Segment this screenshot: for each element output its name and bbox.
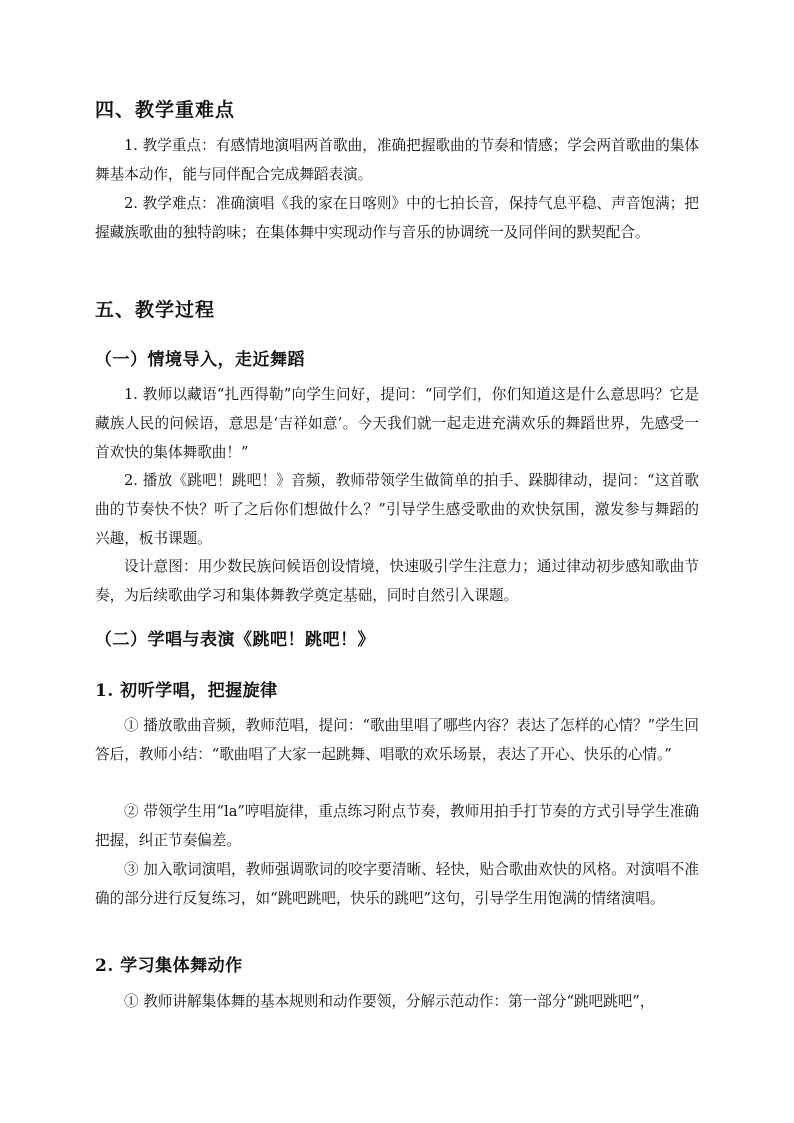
sub-1-paragraph-2: ② 带领学生用“la”哼唱旋律，重点练习附点节奏，教师用拍手打节奏的方式引导学生准确把握，纠正节奏偏差。 (95, 803, 699, 849)
sub-1-paragraph-3: ③ 加入歌词演唱，教师强调歌词的咬字要清晰、轻快，贴合歌曲欢快的风格。对演唱不准确的部分进行反复练习，如“跳吧跳吧，快乐的跳吧”这句，引导学生用饱满的情绪演唱。 (95, 861, 699, 907)
part-1-heading: （一）情境导入，走近舞蹈 (95, 350, 305, 370)
sub-1-paragraph-1: ① 播放歌曲音频，教师范唱，提问：“歌曲里唱了哪些内容？表达了怎样的心情？”学生回答后，教师小结：“歌曲唱了大家一起跳舞、唱歌的欢乐场景，表达了开心、快乐的心情。” (95, 717, 699, 763)
sub-2-paragraph-1: ① 教师讲解集体舞的基本规则和动作要领，分解示范动作：第一部分“跳吧跳吧”， (124, 993, 655, 1010)
part-1-paragraph-1: 1. 教师以藏语“扎西得勒”向学生问好，提问：“同学们，你们知道这是什么意思吗？它是藏族人民的问候语，意思是‘吉祥如意’。今天我们就一起走进充满欢乐的舞蹈世界，先感受一首欢快的集体舞歌曲！” (95, 386, 699, 461)
part-2-heading: （二）学唱与表演《跳吧！跳吧！》 (95, 630, 375, 650)
sub-2-heading: 2. 学习集体舞动作 (95, 956, 243, 976)
sub-1-heading: 1. 初听学唱，把握旋律 (95, 681, 278, 701)
design-intent-paragraph: 设计意图：用少数民族问候语创设情境，快速吸引学生注意力；通过律动初步感知歌曲节奏，为后续歌曲学习和集体舞教学奠定基础，同时自然引入课题。 (95, 558, 699, 604)
section-4-heading: 四、教学重难点 (95, 99, 236, 121)
section-5-heading: 五、教学过程 (95, 299, 216, 321)
part-1-paragraph-2: 2. 播放《跳吧！跳吧！》音频，教师带领学生做简单的拍手、跺脚律动，提问：“这首歌曲的节奏快不快？听了之后你们想做什么？”引导学生感受歌曲的欢快氛围，激发参与舞蹈的兴趣，板书课题。 (95, 472, 699, 547)
difficult-points-paragraph: 2. 教学难点：准确演唱《我的家在日喀则》中的七拍长音，保持气息平稳、声音饱满；把握藏族歌曲的独特韵味；在集体舞中实现动作与音乐的协调统一及同伴间的默契配合。 (95, 195, 699, 241)
key-points-paragraph: 1. 教学重点：有感情地演唱两首歌曲，准确把握歌曲的节奏和情感；学会两首歌曲的集体舞基本动作，能与同伴配合完成舞蹈表演。 (95, 137, 699, 183)
